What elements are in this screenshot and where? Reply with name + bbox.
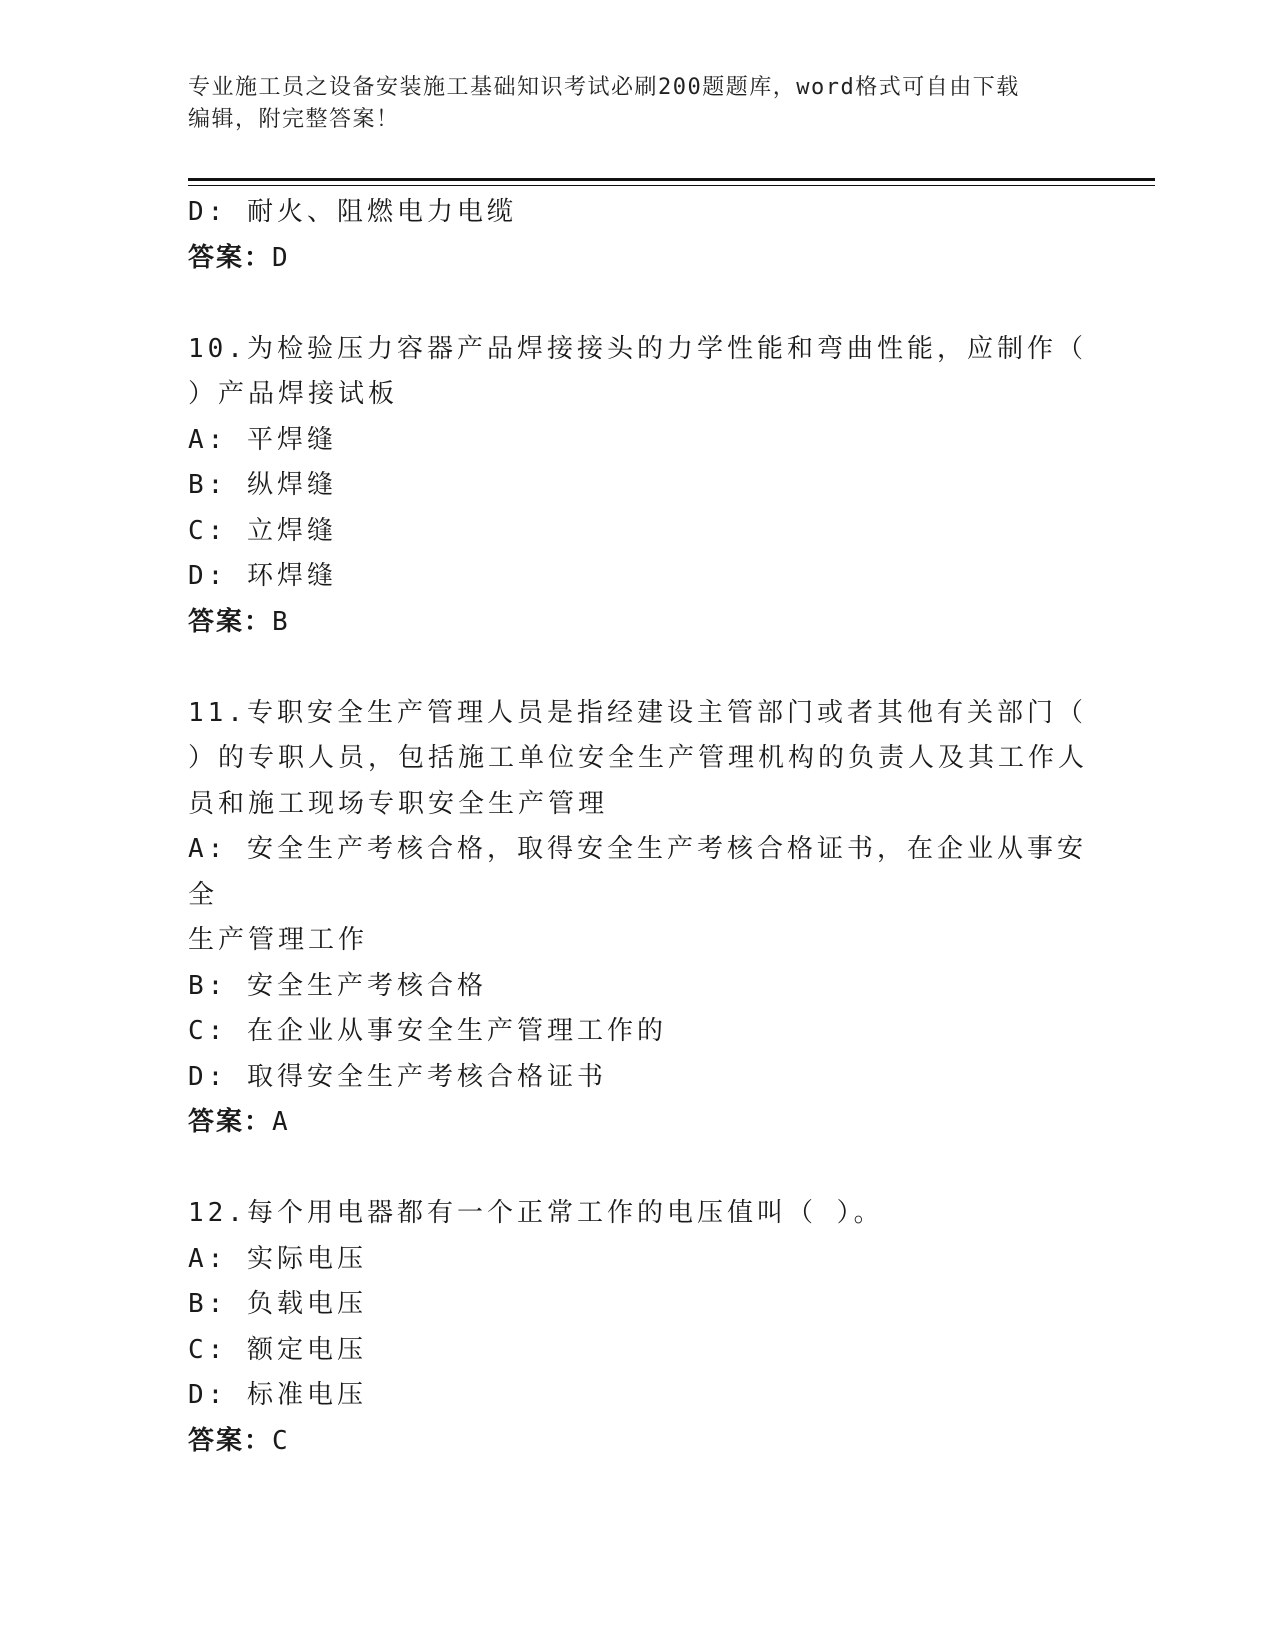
answer-line [188, 1100, 1088, 1146]
question-list [188, 190, 1088, 1464]
option-a: A: 实际电压 [188, 1243, 367, 1274]
question-stem-line: 11.专职安全生产管理人员是指经建设主管部门或者其他有关部门（ [188, 697, 1087, 728]
option-c: C: 在企业从事安全生产管理工作的 [188, 1016, 667, 1046]
option-b: B: 负载电压 [188, 1289, 367, 1319]
header-divider-thick [188, 178, 1155, 181]
question-block-12 [188, 1191, 1088, 1464]
question-stem-line: 10.为检验压力容器产品焊接接头的力学性能和弯曲性能，应制作（ [188, 333, 1087, 364]
option-d: D: 耐火、阻燃电力电缆 [188, 197, 517, 227]
option-a: A: 平焊缝 [188, 424, 337, 455]
answer-line [188, 1419, 1088, 1465]
option-b: B: 安全生产考核合格 [188, 970, 487, 1001]
header-title-line-1: 专业施工员之设备安装施工基础知识考试必刷200题题库，word格式可自由下载 [188, 75, 1020, 100]
question-stem-line: ）产品焊接试板 [188, 379, 399, 409]
question-stem-line: 员和施工现场专职安全生产管理 [188, 788, 609, 819]
spacer [188, 1146, 1088, 1192]
header-divider-thin [188, 185, 1155, 186]
question-block-9 [188, 190, 1088, 281]
answer-line [188, 236, 1088, 282]
answer-label: 答案： [188, 1425, 273, 1456]
option-a-continued: 生产管理工作 [188, 925, 369, 955]
option-a: A: 安全生产考核合格，取得安全生产考核合格证书，在企业从事安全 [188, 834, 1087, 910]
answer-value: B [272, 606, 292, 637]
question-stem-line: ）的专职人员，包括施工单位安全生产管理机构的负责人及其工作人 [188, 743, 1089, 773]
option-c: C: 额定电压 [188, 1334, 367, 1365]
answer-label: 答案： [188, 1107, 273, 1137]
answer-value: D [272, 242, 292, 273]
answer-label: 答案： [188, 242, 273, 273]
question-block-11 [188, 691, 1088, 1146]
spacer [188, 281, 1088, 327]
document-header [188, 72, 1088, 136]
header-title-line-2: 编辑，附完整答案！ [188, 107, 400, 132]
question-block-10 [188, 327, 1088, 646]
answer-value: A [272, 1107, 292, 1137]
question-stem-line: 12.每个用电器都有一个正常工作的电压值叫（ ）。 [188, 1198, 884, 1228]
answer-value: C [272, 1425, 292, 1456]
option-d: D: 标准电压 [188, 1380, 367, 1410]
option-d: D: 环焊缝 [188, 561, 337, 591]
option-d: D: 取得安全生产考核合格证书 [188, 1061, 607, 1092]
option-b: B: 纵焊缝 [188, 470, 337, 500]
answer-label: 答案： [188, 606, 273, 637]
spacer [188, 645, 1088, 691]
option-c: C: 立焊缝 [188, 515, 337, 546]
answer-line [188, 600, 1088, 646]
